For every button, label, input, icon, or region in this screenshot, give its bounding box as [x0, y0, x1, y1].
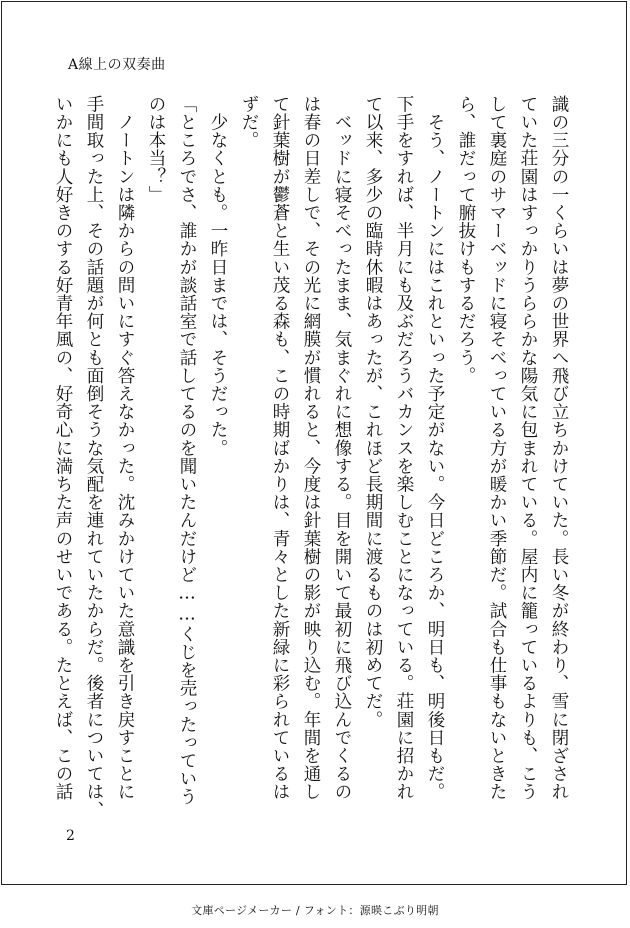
text-line: ていた荘園はすっかりうららかな陽気に包まれている。屋内に籠っているよりも、こう [518, 95, 538, 801]
text-line: ずだ。 [239, 95, 259, 150]
text-line: 識の三分の一くらいは夢の世界へ飛び立ちかけていた。長い冬が終わり、雪に閉ざされ [549, 95, 569, 801]
text-line: 下手をすれば、半月にも及ぶだろうバカンスを楽しむことになっている。荘園に招かれ [394, 95, 414, 801]
text-line: 「ところでさ、誰かが談話室で話してるのを聞いたんだけど……くじを売ったっていう [177, 95, 197, 806]
text-line: 手間取った上、その話題が何とも面倒そうな気配を連れていたからだ。後者については、 [84, 95, 104, 819]
body-text [53, 95, 574, 819]
text-line: ノートンは隣からの問いにすぐ答えなかった。沈みかけていた意識を引き戻すことに [115, 95, 135, 801]
running-head-title: A線上の双奏曲 [68, 57, 166, 73]
text-line: て針葉樹が鬱蒼と生い茂る森も、この時期ばかりは、青々とした新緑に彩られているは [270, 95, 290, 801]
text-line: ら、誰だって腑抜けもするだろう。 [456, 95, 476, 385]
text-line: 少なくとも。一昨日までは、そうだった。 [208, 95, 228, 457]
text-line: いかにも人好きのする好青年風の、好奇心に満ちた声のせいである。たとえば、この話 [53, 95, 73, 801]
text-line: て以来、多少の臨時休暇はあったが、これほど長期間に渡るものは初めてだ。 [363, 95, 383, 729]
text-line: して裏庭のサマーベッドに寝そべっている方が暖かい季節だ。試合も仕事もないときた [487, 95, 507, 801]
text-line: は春の日差しで、その光に網膜が慣れると、今度は針葉樹の影が映り込む。年間を通し [301, 95, 321, 801]
page-number: 2 [66, 828, 75, 844]
text-line: のは本当？」 [146, 95, 166, 204]
text-line: ベッドに寝そべったまま、気まぐれに想像する。目を開いて最初に飛び込んでくるの [332, 95, 352, 801]
text-line: そう、ノートンにはこれといった予定がない。今日どころか、明日も、明後日もだ。 [425, 95, 445, 801]
page-frame [1, 1, 627, 885]
footer-credit: 文庫ページメーカー / フォント：源暎こぶり明朝 [191, 904, 439, 917]
